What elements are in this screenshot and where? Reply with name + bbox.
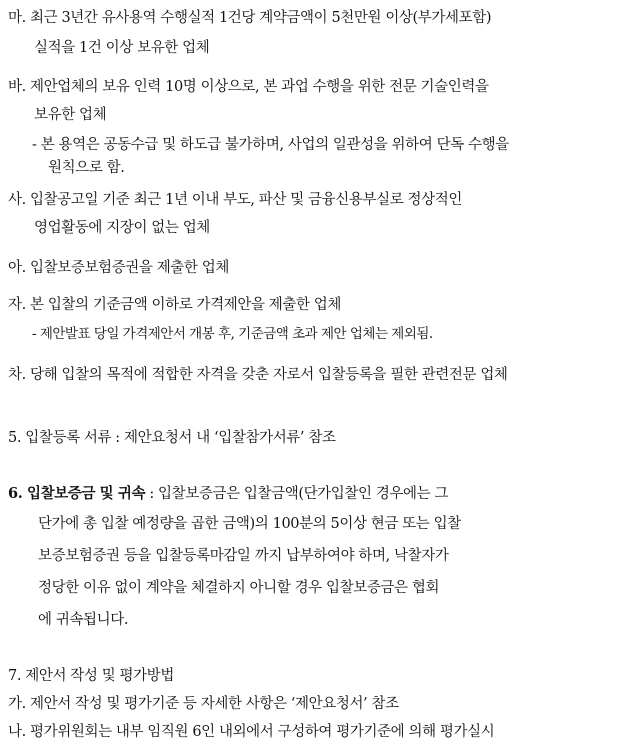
item-ma-line2: 실적을 1건 이상 보유한 업체 xyxy=(34,40,210,56)
section6-line1-rest: : 입찰보증금은 입찰금액(단가입찰인 경우에는 그 xyxy=(145,486,449,502)
section7-title: 7. 제안서 작성 및 평가방법 xyxy=(8,668,174,684)
item-ja-note-line1: - 제안발표 당일 가격제안서 개봉 후, 기준금액 초과 제안 업체는 제외됨. xyxy=(32,326,433,342)
section5-text: 5. 입찰등록 서류 : 제안요청서 내 ‘입찰참가서류’ 참조 xyxy=(8,430,336,446)
item-sa-line2: 영업활동에 지장이 없는 업체 xyxy=(34,220,210,236)
item-ja-line1: 자. 본 입찰의 기준금액 이하로 가격제안을 제출한 업체 xyxy=(8,297,342,313)
section6-line3: 보증보험증권 등을 입찰등록마감일 까지 납부하여야 하며, 낙찰자가 xyxy=(38,548,449,564)
item-a-line1: 아. 입찰보증보험증권을 제출한 업체 xyxy=(8,260,229,276)
section6-lead: 6. 입찰보증금 및 귀속 xyxy=(8,485,146,502)
section7-item-ga: 가. 제안서 작성 및 평가기준 등 자세한 사항은 ‘제안요청서’ 참조 xyxy=(8,696,399,712)
item-cha-line1: 차. 당해 입찰의 목적에 적합한 자격을 갖춘 자로서 입찰등록을 필한 관련전문 업체 xyxy=(8,367,508,383)
item-ba-line2: 보유한 업체 xyxy=(34,107,107,123)
item-ma-line1: 마. 최근 3년간 유사용역 수행실적 1건당 계약금액이 5천만원 이상(부가세포함) xyxy=(8,10,492,26)
item-ba-note-line2: 원칙으로 함. xyxy=(48,160,125,176)
item-ba-line1: 바. 제안업체의 보유 인력 10명 이상으로, 본 과업 수행을 위한 전문 기술인력을 xyxy=(8,79,489,95)
item-ba-note-line1: - 본 용역은 공동수급 및 하도급 불가하며, 사업의 일관성을 위하여 단독 수행을 xyxy=(32,137,509,153)
section6-line1 xyxy=(8,484,448,504)
section6-line2: 단가에 총 입찰 예정량을 곱한 금액)의 100분의 5이상 현금 또는 입찰 xyxy=(38,516,461,532)
item-sa-line1: 사. 입찰공고일 기준 최근 1년 이내 부도, 파산 및 금융신용부실로 정상적인 xyxy=(8,192,462,208)
section7-item-na: 나. 평가위원회는 내부 임직원 6인 내외에서 구성하여 평가기준에 의해 평가실시 xyxy=(8,724,495,740)
section6-line4: 정당한 이유 없이 계약을 체결하지 아니할 경우 입찰보증금은 협회 xyxy=(38,580,440,596)
section6-line5: 에 귀속됩니다. xyxy=(38,612,129,628)
